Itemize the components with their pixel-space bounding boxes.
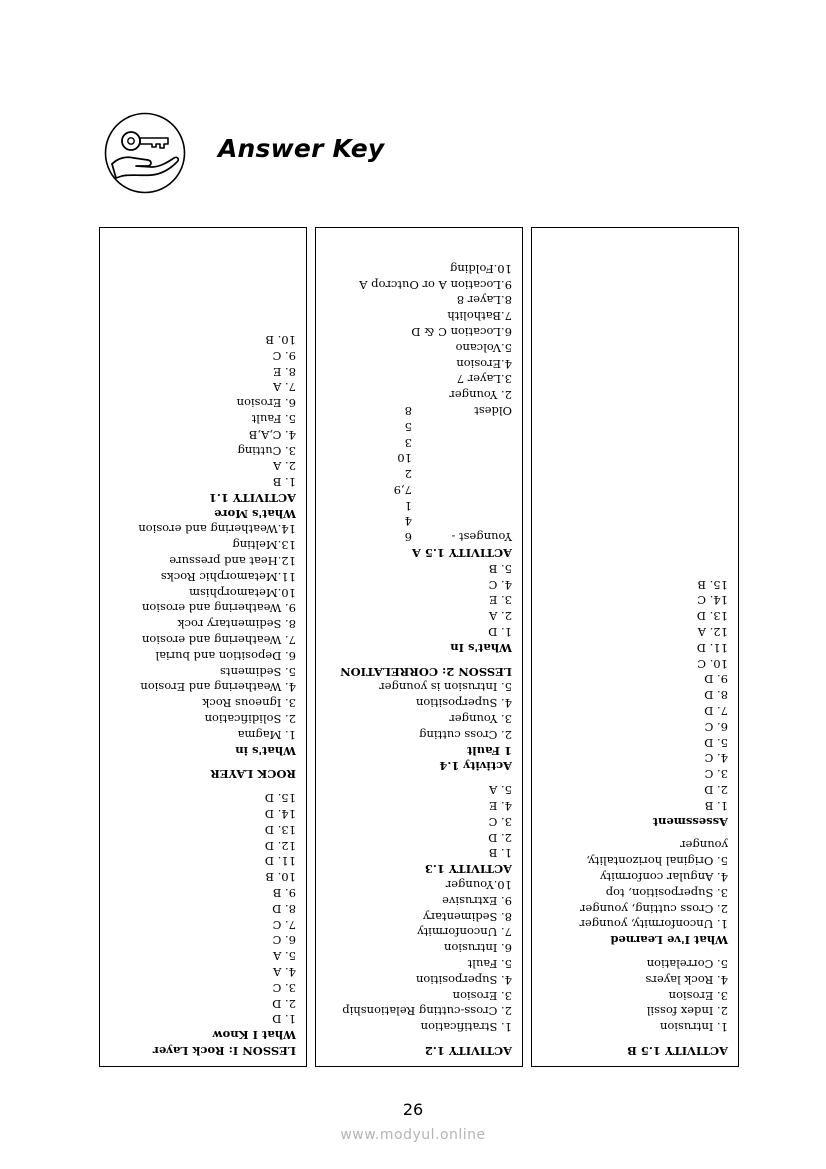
answer-item: 3. Cutting [237,443,296,458]
answer-item: 10.Younger [445,878,512,893]
answer-item: 5. Sediments [220,664,296,679]
answer-item: 1. Intrusion [659,1020,728,1035]
answer-item: 3. Younger [449,712,512,727]
answer-item: 9. B [272,886,296,901]
answer-item: 4. C [704,751,728,766]
answer-item: younger [680,838,728,853]
answer-item: 15. D [264,791,296,806]
section-heading: ACTIVITY 1.1 [208,490,296,505]
spacer [326,773,512,781]
sequence-row [326,418,512,434]
answer-item: 7. Unconformity [417,925,512,940]
answer-item: 4. Superposition [415,696,512,711]
answer-item: 7. D [704,704,728,719]
answer-item: 3. E [488,593,512,608]
section-heading: 1 Fault [466,743,512,758]
answer-item: 2. Younger [449,388,512,403]
sequence-row [326,513,512,529]
sequence-label [412,497,512,513]
answer-item: 2. Solidification [204,712,296,727]
answer-item: 6. Intrusion [443,941,512,956]
spacer [326,1034,512,1042]
sequence-label: Youngest - [451,530,512,545]
answer-item: 15. B [697,577,728,592]
answer-item: 4. C,A,B [248,427,296,442]
section-heading: Assessment [652,814,728,829]
answer-item: 5. Fault [467,957,512,972]
section-heading: ACTIVITY 1.2 [424,1044,512,1058]
sequence-value: 7,9 [393,482,412,497]
answer-item: 12.Heat and pressure [169,554,296,569]
answer-item: 10. B [265,870,296,885]
answer-item: 1. Magma [237,727,296,742]
answer-item: 4. Superposition [415,972,512,987]
watermark: www.modyul.online [340,1127,486,1143]
answer-column-2 [315,227,523,1067]
sequence-label [412,418,512,434]
answer-item: 1. D [488,625,512,640]
answer-item: 5.Volcano [455,340,512,355]
answer-item: 9. Extrusive [442,893,512,908]
answer-item: 8. Sedimentary [423,909,512,924]
answer-item: 1. B [704,798,728,813]
sequence-label [412,434,512,450]
answer-item: 8. E [272,364,296,379]
answer-item: 1. Stratification [420,1020,512,1035]
spacer [542,829,728,837]
sequence-label [412,450,512,466]
sequence-value: 4 [404,514,412,529]
answer-item: 10. C [697,656,728,671]
answer-item: 9. Weathering and erosion [141,601,296,616]
answer-item: 10.Folding [449,261,512,276]
answer-item: 8. D [272,901,296,916]
answer-item: 6.Location C & D [411,324,512,339]
section-heading: What's More [214,506,296,521]
answer-item: 7. A [273,380,296,395]
page-number: 26 [402,1100,424,1119]
sequence-label [412,481,512,497]
answer-item: 1. Unconformity, younger [579,917,728,932]
section-heading: What's In [450,640,512,655]
answer-column-1 [99,227,307,1067]
answer-item: 14. D [264,807,296,822]
sequence-value: 10 [397,451,412,466]
spacer [542,1034,728,1042]
answer-item: 4. A [273,965,296,980]
answer-item: 13. D [264,822,296,837]
answer-item: 6. Deposition and burial [155,648,296,663]
answer-item: 3. Superposition, top [605,885,728,900]
answer-item: 3.Layer 7 [456,372,512,387]
answer-item: 8. Sedimentary rock [177,617,296,632]
answer-item: 3. C [272,980,296,995]
answer-item: 6. C [704,719,728,734]
sequence-value: 3 [404,435,412,450]
answer-item: 5. D [704,735,728,750]
answer-item: 6. Erosion [236,396,296,411]
spacer [326,655,512,663]
sequence-row [326,434,512,450]
answer-item: 11.Metamorphic Rocks [160,569,296,584]
answer-item: 4. E [488,799,512,814]
answer-item: 10. B [265,332,296,347]
sequence-row [326,481,512,497]
answer-item: 8.Layer 8 [456,293,512,308]
answer-item: 13. D [696,609,728,624]
section-heading: ACTIVITY 1.5 B [627,1044,728,1058]
section-heading: What I Know [212,1028,296,1043]
answer-item: 6. C [272,933,296,948]
key-in-hand-icon [104,112,186,194]
answer-item: 7. Weathering and erosion [141,633,296,648]
answer-item: 2. Cross cutting [419,727,512,742]
answer-item: 4.Erosion [456,356,512,371]
answer-item: 2. D [704,783,728,798]
answer-item: 5. B [488,561,512,576]
answer-item: 14.Weathering and erosion [138,522,296,537]
sequence-value: 1 [404,498,412,513]
answer-item: 2. D [488,830,512,845]
sequence-value: 8 [404,403,412,418]
answer-item: 7. C [272,917,296,932]
answer-item: 9. D [704,672,728,687]
section-heading: ROCK LAYER [210,767,296,782]
spacer [110,781,296,789]
answer-item: 2. Cross-cutting Relationship [342,1004,512,1019]
sequence-value: 5 [404,419,412,434]
answer-item: 1. B [488,846,512,861]
section-heading: LESSON I: Rock Layer [152,1044,296,1058]
section-heading: LESSON 2: CORRELATION [340,664,512,679]
answer-item: 5. Original horizontality, [586,854,728,869]
answer-item: 2. A [273,459,296,474]
sequence-label [412,513,512,529]
answer-item: 4. Rock layers [645,972,728,987]
section-heading: What's in [235,743,296,758]
answer-item: 3. Erosion [452,988,512,1003]
section-heading: Activity 1.4 [439,759,512,774]
answer-item: 9. C [272,348,296,363]
answer-item: 2. A [489,609,512,624]
answer-item: 5. A [273,949,296,964]
answer-item: 2. D [272,996,296,1011]
answer-item: 11. D [696,640,728,655]
section-heading: What I've Learned [610,933,728,948]
section-heading: ACTIVITY 1.3 [424,862,512,877]
answer-item: 12. A [697,625,728,640]
answer-item: 4. Weathering and Erosion [140,680,296,695]
sequence-label: Oldest [474,403,512,418]
answer-item: 10.Metamorphism [189,585,296,600]
spacer [110,758,296,766]
answer-item: 5. Correlation [646,957,728,972]
page-title: Answer Key [218,134,385,163]
answer-item: 5. Fault [251,411,296,426]
answer-item: 2. Cross cutting, younger [579,901,728,916]
answer-item: 9.Location A or Outcrop A [359,277,512,292]
answer-item: 3. Erosion [668,988,728,1003]
sequence-row [326,497,512,513]
answer-item: 5. A [489,783,512,798]
answer-item: 13.Melting [232,538,296,553]
sequence-row [326,465,512,481]
sequence-row [326,402,512,418]
answer-item: 1. B [272,475,296,490]
answer-item: 4. Angular conformity [600,870,728,885]
sequence-row [326,450,512,466]
answer-item: 14. C [697,593,728,608]
answer-item: 5. Intrusion is younger [379,680,512,695]
sequence-value: 6 [404,530,412,545]
answer-item: 11. D [264,854,296,869]
answer-item: 8. D [704,688,728,703]
answer-item: 2. Index fossil [646,1004,728,1019]
answer-item: 3. C [704,767,728,782]
sequence-row [326,529,512,545]
answer-item: 12. D [264,838,296,853]
spacer [542,947,728,955]
answer-item: 4. C [488,577,512,592]
answer-item: 3. C [488,814,512,829]
answer-item: 1. D [272,1012,296,1027]
answer-column-3 [531,227,739,1067]
sequence-label [412,465,512,481]
answer-item: 3. Igneous Rock [202,696,296,711]
sequence-value: 2 [404,467,412,482]
section-heading: ACTIVITY 1.5 A [411,546,512,561]
answer-item: 7.Batholith [447,309,512,324]
